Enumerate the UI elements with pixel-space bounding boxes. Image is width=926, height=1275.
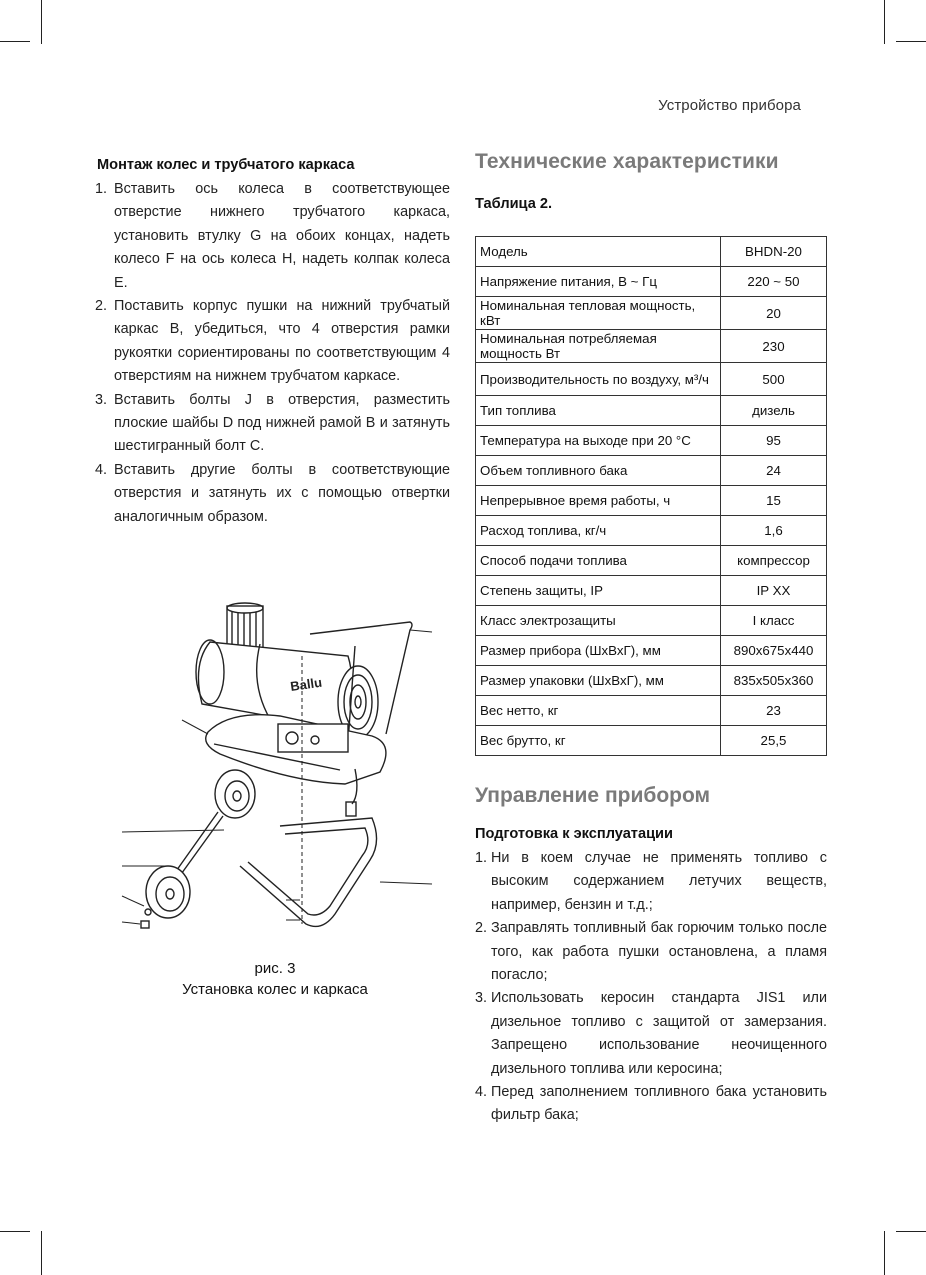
list-item: 4. Перед заполнением топливного бака установить фильтр бака; bbox=[475, 1084, 827, 1124]
table-row: Класс электрозащиты I класс bbox=[476, 606, 827, 636]
specs-title: Технические характеристики bbox=[475, 150, 779, 173]
crop-mark bbox=[0, 41, 30, 42]
table-row: Расход топлива, кг/ч 1,6 bbox=[476, 516, 827, 546]
table-row: Модель BHDN-20 bbox=[476, 237, 827, 267]
assembly-figure bbox=[110, 594, 440, 939]
list-item: 4. Вставить другие болты в соответствующие отверстия и затянуть их с помощью отвертки аналогичным образом. bbox=[95, 461, 450, 525]
list-item: 1. Вставить ось колеса в соответствующее отверстие нижнего трубчатого каркаса, установить втулку G на обоих концах, надеть колесо F на ось колеса H, надеть колпак колеса E. bbox=[95, 181, 450, 291]
prep-steps bbox=[475, 847, 827, 1128]
specs-section bbox=[475, 150, 827, 1124]
list-item: 2. Заправлять топливный бак горючим только после того, как работа пушки остановлена, а пламя погасло; bbox=[475, 920, 827, 984]
table-row: Вес брутто, кг 25,5 bbox=[476, 726, 827, 756]
table-row: Температура на выходе при 20 °C 95 bbox=[476, 426, 827, 456]
running-header: Устройство прибора bbox=[658, 97, 801, 114]
table-row: Степень защиты, IP IP XX bbox=[476, 576, 827, 606]
list-item: 1. Ни в коем случае не применять топливо с высоким содержанием летучих веществ, например, бензин и т.д.; bbox=[475, 850, 827, 913]
table-row: Номинальная тепловая мощность, кВт 20 bbox=[476, 297, 827, 330]
control-title: Управление прибором bbox=[475, 784, 711, 807]
table-row: Размер прибора (ШхВхГ), мм 890x675x440 bbox=[476, 636, 827, 666]
table-row: Размер упаковки (ШхВхГ), мм 835x505x360 bbox=[476, 666, 827, 696]
caption-number: рис. 3 bbox=[254, 960, 296, 977]
crop-mark bbox=[896, 41, 926, 42]
table-row: Тип топлива дизель bbox=[476, 396, 827, 426]
brand-logo: Ballu bbox=[289, 674, 323, 694]
table-row: Объем топливного бака 24 bbox=[476, 456, 827, 486]
table-row: Способ подачи топлива компрессор bbox=[476, 546, 827, 576]
crop-mark bbox=[41, 1231, 42, 1275]
table-row: Напряжение питания, В ~ Гц 220 ~ 50 bbox=[476, 267, 827, 297]
crop-mark bbox=[41, 0, 42, 44]
assembly-section bbox=[97, 157, 450, 529]
caption-text: Установка колес и каркаса bbox=[182, 981, 368, 998]
crop-mark bbox=[884, 0, 885, 44]
list-item: 3. Использовать керосин стандарта JIS1 или дизельное топливо с защитой от замерзания. Запрещено использование неочищенного дизельного топлива или керосина; bbox=[475, 990, 827, 1077]
table-row: Номинальная потребляемая мощность Вт 230 bbox=[476, 330, 827, 363]
assembly-title: Монтаж колес и трубчатого каркаса bbox=[97, 157, 355, 173]
table-row: Производительность по воздуху, м³/ч 500 bbox=[476, 363, 827, 396]
control-subtitle: Подготовка к эксплуатации bbox=[475, 826, 673, 842]
table-label: Таблица 2. bbox=[475, 196, 553, 212]
table-row: Непрерывное время работы, ч 15 bbox=[476, 486, 827, 516]
heater-drawing bbox=[110, 594, 440, 939]
crop-mark bbox=[884, 1231, 885, 1275]
table-row: Вес нетто, кг 23 bbox=[476, 696, 827, 726]
crop-mark bbox=[896, 1231, 926, 1232]
list-item: 2. Поставить корпус пушки на нижний трубчатый каркас B, убедиться, что 4 отверстия рамки рукоятки сориентированы по соответствующим 4 отверстиям на нижнем трубчатом каркасе. bbox=[95, 298, 450, 385]
list-item: 3. Вставить болты J в отверстия, разместить плоские шайбы D под нижней рамой B и затянуть шестигранный болт C. bbox=[95, 391, 450, 455]
figure-caption bbox=[130, 958, 420, 1000]
assembly-steps bbox=[97, 178, 450, 529]
specs-table bbox=[475, 236, 827, 756]
crop-mark bbox=[0, 1231, 30, 1232]
